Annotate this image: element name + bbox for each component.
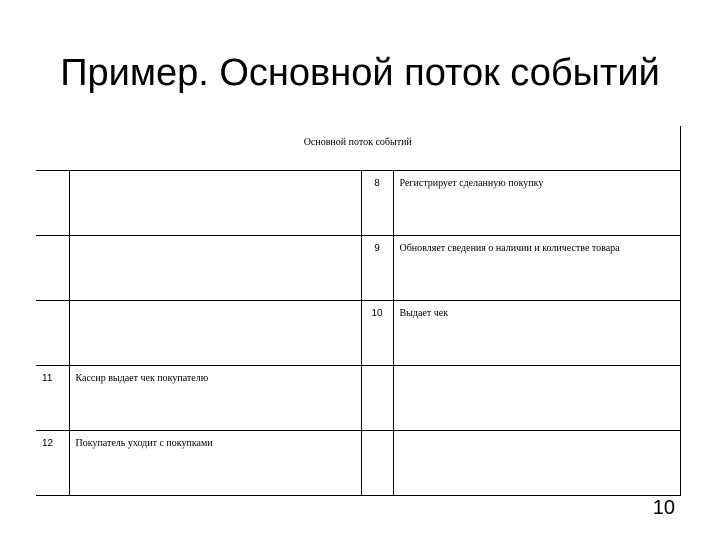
system-step-number: 10 (361, 301, 393, 366)
actor-step-number: 12 (36, 431, 69, 496)
page-number: 10 (652, 497, 675, 519)
system-step-text: Выдает чек (393, 301, 680, 366)
actor-step-text (69, 301, 361, 366)
actor-step-text (69, 171, 361, 236)
main-flow-table (36, 126, 681, 496)
system-step-number (361, 366, 393, 431)
system-step-number: 9 (361, 236, 393, 301)
system-step-text (393, 366, 680, 431)
actor-step-number (36, 236, 69, 301)
system-step-number (361, 431, 393, 496)
table-row (36, 236, 680, 301)
system-step-text: Регистрирует сделанную покупку (393, 171, 680, 236)
table-row (36, 301, 680, 366)
actor-step-text: Покупатель уходит с покупками (69, 431, 361, 496)
actor-step-text: Кассир выдает чек покупателю (69, 366, 361, 431)
system-step-number: 8 (361, 171, 393, 236)
table-row (36, 171, 680, 236)
actor-step-text (69, 236, 361, 301)
table-row (36, 431, 680, 496)
system-step-text: Обновляет сведения о наличии и количестве товара (393, 236, 680, 301)
table-row (36, 366, 680, 431)
actor-step-number (36, 301, 69, 366)
actor-step-number (36, 171, 69, 236)
table-header-row (36, 126, 680, 171)
actor-step-number: 11 (36, 366, 69, 431)
table-header-cell: Основной поток событий (36, 126, 680, 171)
system-step-text (393, 431, 680, 496)
slide-title: Пример. Основной поток событий (60, 52, 660, 94)
